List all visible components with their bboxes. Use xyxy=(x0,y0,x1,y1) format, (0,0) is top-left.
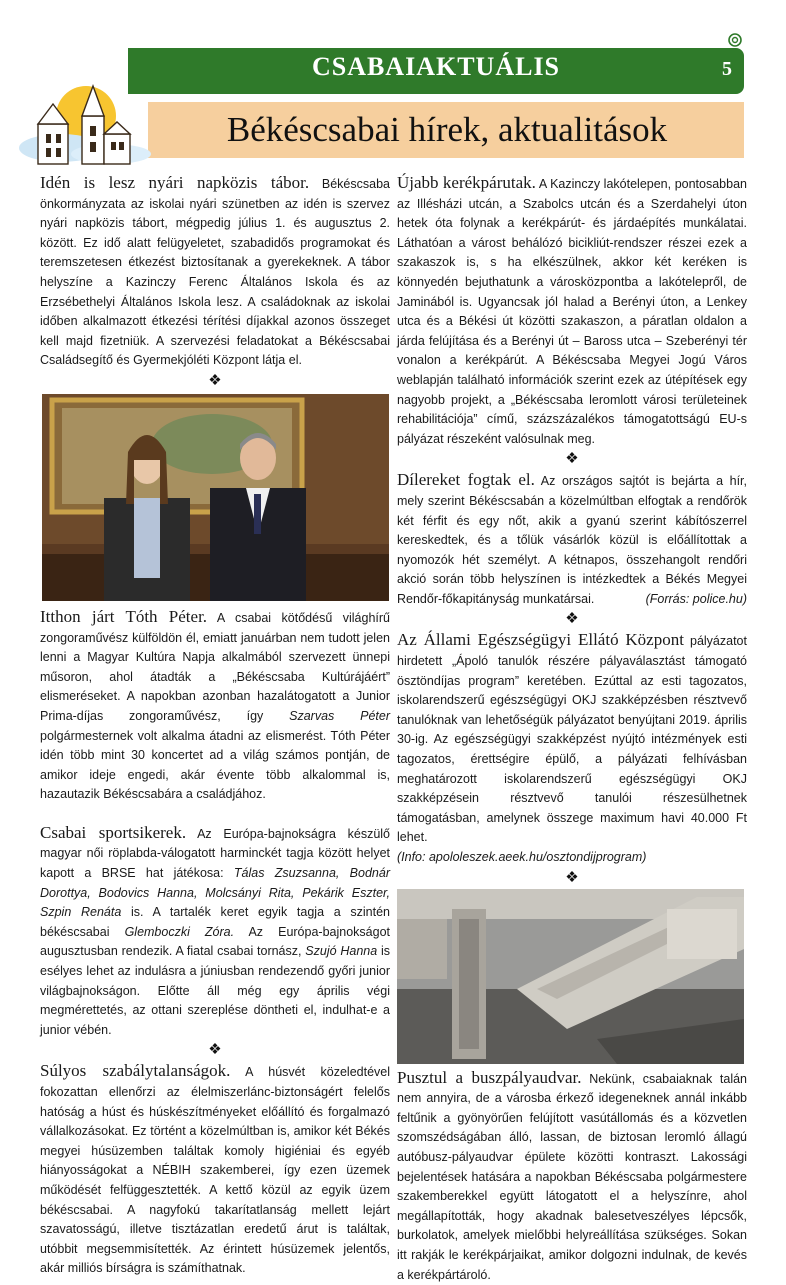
article-buszpalyaudvar: Pusztul a buszpályaudvar. Nekünk, csabaiaknak talán nem annyira, de a városba érkező idegeneknek annál inkább feltűnik a gyönyörűen felújított vasútállomás és a közvetlen szomszédságában álló, lassan, de biztosan leromló állagú autóbusz-pályaudvar épülete közötti kontraszt. Lakossági bejelentések hatására a napokban Békéscsaba polgármestere szakemberekkel együtt látogatott el a helyszínre, ahol megállapították, hogy akadnak balesetveszélyes lépcsők, burkolatok, amelyek mielőbbi helyreállítása szükséges. Sokan itt rakják le kerékpárjaikat, amikor dolgozni indulnak, de kevés a kerékpártároló. xyxy=(397,1067,747,1282)
article-tabor xyxy=(40,173,390,371)
left-column xyxy=(40,173,390,1279)
article-title: Újabb kerékpárutak. xyxy=(397,173,536,192)
page-number: 5 xyxy=(722,58,732,80)
info-note: (Info: apololeszek.aeek.hu/osztondijprogram) xyxy=(397,850,647,864)
article-title: Dílereket fogtak el. xyxy=(397,470,535,490)
article-title: Itthon járt Tóth Péter. xyxy=(40,606,208,626)
separator: ❖ xyxy=(565,868,579,886)
source-note: (Forrás: police.hu) xyxy=(645,591,747,606)
article-title: Csabai sportsikerek. xyxy=(40,822,187,842)
article-aeek: Az Állami Egészségügyi Ellátó Központ pályázatot hirdetett „Ápoló tanulók részére pályaválasztást támogató ösztöndíjas program” keretében. Ezúttal az esti tagozatos, iskolarendszerű egészségügyi OKJ szakképzésben résztvevő tanulóknak van lehetőségük pályázatot benyújtani 2019. április 30-ig. Az egészségügyi szakképzést nyújtó intézmények esti tagozatos, érettségire épülő, a pályázati felhívásban meghatározott iskolarendszerű egészségügyi OKJ szakképzésein résztvevő tanulói részesülhetnek támogatásban, amelynek összege maximum havi 40.000 Ft lehet. (Info: apololeszek.aeek.hu/osztondijprogram) xyxy=(397,630,747,864)
separator: ❖ xyxy=(208,1041,222,1059)
article-title: Az Állami Egészségügyi Ellátó Központ xyxy=(397,630,684,650)
magazine-title: CSABAIAKTUÁLIS xyxy=(311,52,561,81)
article-sport: Csabai sportsikerek. Az Európa-bajnokságra készülő magyar női röplabda-válogatott harminckét tagja között helyet kapott a BRSE hat játékosa: Tálas Zsuzsanna, Bodnár Dorottya, Bodovics Hanna, Molcsányi Rita, Pekárik Eszter, Szpin Renáta is. A tartalék keret egyik tagja a szintén békéscsabai Glemboczki Zóra. Az Európa-bajnokságot augusztusban rendezik. A fiatal csabai tornász, Szujó Hanna is esélyes lehet az indulásra a júniusban rendezendő győri junior világbajnokságon. Előtte áll még egy április végi megmérettetés, az ottani szereplése döntheti el, indulhat-e a junior vébén. xyxy=(40,822,391,1037)
article-szabalytalansag: Súlyos szabálytalanságok. A húsvét közeledtével fokozattan ellenőrzi az élelmiszerlánc-biztonságért felelős hatóság a húst és húskészítményeket előállító és forgalmazó vállalkozásokat. Ez történt a közelmúltban is, amikor két Békés megyei húsüzemben találtak komoly higiéniai és egyéb hiányosságokat a NÉBIH szakemberei, így ezen üzemek működését felfüggesztették. A kettő közül az egyik üzem békéscsabai. A nagyfokú takarítatlanság mellett lejárt szavatosságú, illetve tisztázatlan eredetű árut is találtak, utóbbit megsemmisítették. Az érintett húsüzemek jelentős, akár milliós bírságra is számíthatnak. xyxy=(40,1061,391,1276)
right-column xyxy=(397,173,747,1285)
header-bar xyxy=(128,48,744,94)
article-kerekpar: Újabb kerékpárutak. A Kazinczy lakótelepen, pontosabban az Illésházi utcán, a Szabolcs utcán és a Szerdahelyi úton hetek óta folynak a kerékpárút- és járdaépítés munkálatai. Láthatóan a várost behálózó bicikliút-rendszer részei ezek a szakaszok is, s ha elkészülnek, akkor két keréken is könnyedén bejuthatunk a városközpontba a lakótelepről, de Jaminából is. Ugyancsak jól halad a Berényi úton, a Lenkey utca és a Békési út közötti szakaszon, a páratlan oldalon a járda felújítása és a Berényi út – Baross utca – Szeberényi tér vonalon a kerékpárút. A Békéscsaba Megyei Jogú Város weblapján található információk szerint ezek az útépítések egy nagyobb projekt, a „Békéscsaba leromlott városi területeinek rehabilitációja” című, százszázalékos támogatottságú EU-s pályázat részeként valósulnak meg. xyxy=(397,173,747,446)
separator: ❖ xyxy=(208,371,222,389)
swirl-icon xyxy=(728,33,742,47)
photo-toth-peter xyxy=(42,394,389,601)
article-toth: Itthon járt Tóth Péter. A csabai kötődésű világhírű zongoraművész külföldön él, emiatt januárban nem tudott jelen lenni a Magyar Kultúra Napja alkalmából szervezett ünnepi műsoron, ahol átadták a „Békéscsaba Kultúrájáért” elismeréseket. A napokban azonban hazalátogatott a Junior Prima-díjas zongoraművész, így Szarvas Péter polgármesternek volt alkalma átadni az elismerést. Tóth Péter idén több mint 30 koncertet ad a világ számos pontján, de amikor ideje engedi, akár évente több alkalommal is, hazautazik Békéscsabára a családjához. xyxy=(40,606,390,802)
article-title: Súlyos szabálytalanságok. xyxy=(40,1061,231,1081)
photo-bus-station xyxy=(397,889,744,1064)
article-title: Pusztul a buszpályaudvar. xyxy=(397,1067,582,1087)
separator: ❖ xyxy=(565,610,579,628)
article-diler: Dílereket fogtak el. Az országos sajtót is bejárta a hír, mely szerint Békéscsabán a közelmúltban elfogtak a rendőrök két férfit és egy nőt, akik a gyanú szerint kábítószerrel kereskedtek, és a tőlük vásárlók közül is előállítottak a nyomozók hét személyt. A kétnapos, összehangolt rendőri akció során több helyszínen is intézkedtek a Békés Megyei Rendőr-főkapitányság munkatársai. (Forrás: police.hu) xyxy=(397,470,747,609)
separator: ❖ xyxy=(565,450,579,468)
article-body: Békéscsaba önkormányzata az iskolai nyári szünetben az idén is szervez nyári napközis tábort, mégpedig július 1. és augusztus 2. között. Ez idő alatt felügyeletet, szabadidős programokat és teremszetesen étkezést biztosítanak a gyerekeknek. A tábor helyszíne a Kazinczy Ferenc Általános Iskola és az Erzsébethelyi Általános Iskola lesz. A családoknak az iskolai időben alkalmazott étkezési térítési díjakkal azonos összeget kell majd fizetniük. A szervezési feladatokat a Békéscsabai Családsegítő és Gyermekjóléti Központ látja el. xyxy=(40,177,390,368)
page-headline: Békéscsabai hírek, aktualitások xyxy=(226,110,668,149)
church-logo-icon xyxy=(16,76,156,168)
article-title: Idén is lesz nyári napközis tábor. xyxy=(40,173,310,192)
